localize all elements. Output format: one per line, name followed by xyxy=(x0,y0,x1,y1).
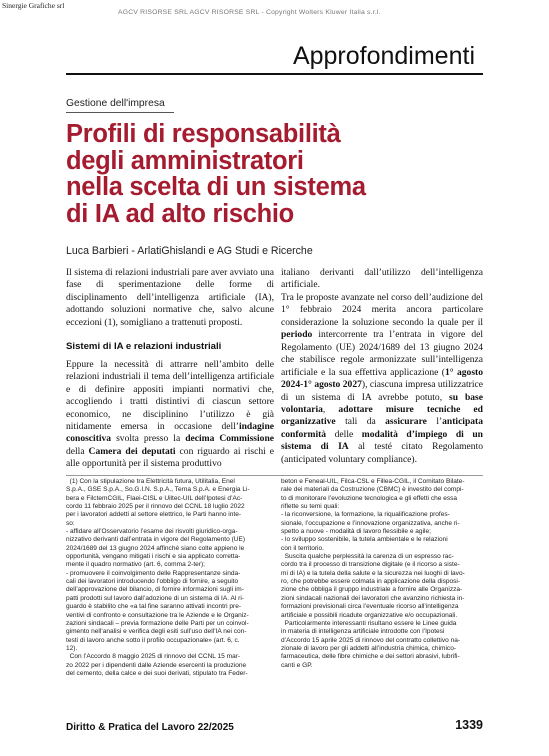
body-column-right xyxy=(281,267,483,466)
article-authors: Luca Barbieri - ArlatiGhislandi e AG Studi e Ricerche xyxy=(66,245,313,257)
paragraph: Tra le proposte avanzate nel corso dell’audizione del 1° febbraio 2024 merita ancora particolare considerazione la soluzione secondo la quale per il periodo intercorrente tra l’entrata in vigore del Regolamento (UE) 2024/1689 del 13 giugno 2024 che stabilisce regole armonizzate sull’intelligenza artificiale e la sua effettiva applicazione (1° agosto 2024-1° agosto 2027), ciascuna impresa utilizzatrice di un sistema di IA avrebbe potuto, su base volontaria, adottare misure tecniche ed organizzative tali da assicurare l’anticipata conformità delle modalità d’impiego di un sistema di IA al testé citato Regolamento (anticipated voluntary compliance). xyxy=(281,291,483,465)
section-title: Approfondimenti xyxy=(292,42,475,70)
category-underline xyxy=(66,112,174,113)
section-subheading: Sistemi di IA e relazioni industriali xyxy=(66,341,222,353)
journal-name: Diritto & Pratica del Lavoro 22/2025 xyxy=(66,722,234,733)
title-line: degli amministratori xyxy=(66,146,304,175)
title-line: nella scelta di un sistema xyxy=(66,173,366,202)
footnotes-left: (1) Con la stipulazione tra Elettricità futura, Utilitalia, Enel S.p.A., GSE S.p.A., So.G.I.N. S.p.A., Terna S.p.A. e Energia Li- bera e FilctemCGIL, Flaei-CISL e Uiltec-UIL dell’Ipotesi d’Ac- cordo 11 febbraio 2025 per il rinnovo del CCNL 18 luglio 2022 per i lavoratori addetti al settore elettrico, le Parti hanno inte- so: - affidare all’Osservatorio l’esame dei risvolti giuridico-orga- nizzativo derivanti dall’entrata in vigore del Regolamento (UE) 2024/1689 del 13 giugno 2024 affinché siano colte appieno le opportunità, vengano mitigati i rischi e sia applicato corretta- mente il quadro normativo (art. 6, comma 2-ter); - promuovere il coinvolgimento delle Rappresentanze sinda- cali dei lavoratori introducendo l’obbligo di fornire, a seguito dell’approvazione del bilancio, di fornire informazioni sugli im- patti prodotti sul lavoro dall’adozione di un sistema di IA. Al ri- guardo è stabilito che «a tal fine saranno attivati incontri pre- ventivi di confronto e consultazione tra le Aziende e le Organiz- zazioni sindacali – previa formazione delle Parti per un coinvol- gimento nell’analisi e verifica degli esiti sull’uso dell’IA nei con- testi di lavoro anche sotto il profilo occupazionale» (art. 6, c. 12). Con l’Accordo 8 maggio 2025 di rinnovo del CCNL 15 mar- zo 2022 per i dipendenti dalle Aziende esercenti la produzione del cemento, della calce e dei suoi derivati, stipulato tra Feder- xyxy=(66,478,250,677)
article-title xyxy=(66,121,466,227)
body-column-left xyxy=(66,267,274,471)
title-line: Profili di responsabilità xyxy=(66,120,341,148)
footnotes-right: beton e Feneal-UIL, Filca-CSL e Fillea-CGIL, il Comitato Bilate- rale dei materiali da Costruzione (CBMC) è investito del compi- to di monitorare l’evoluzione tecnologica e gli effetti che essa riflette su temi quali: - la riconversione, la formazione, la riqualificazione profes- sionale, l’occupazione e l’innovazione organizzativa, anche ri- spetto a nuove - modalità di lavoro flessibile e agile; - lo sviluppo sostenibile, la tutela ambientale e le relazioni con il territorio. Suscita qualche perplessità la carenza di un espresso rac- cordo tra il processo di transizione digitale (e il ricorso a siste- mi di IA) e la tutela della salute e la sicurezza nei luoghi di lavo- ro, che potrebbe essere colmata in applicazione della disposi- zione che obbliga il gruppo industriale a fornire alle Organizza- zioni sindacali nazionali dei lavoratori che avanzino richiesta in- formazioni previsionali circa l’eventuale ricorso all’intelligenza artificiale e possibili ricadute organizzative e/o occupazionali. Particolarmente interessanti risultano essere le Linee guida in materia di intelligenza artificiale introdotte con l’Ipotesi d’Accordo 15 aprile 2025 di rinnovo del contratto collettivo na- zionale di lavoro per gli addetti all’industria chimica, chimico- farmaceutica, delle fibre chimiche e dei settori abrasivi, lubrifi- canti e GP. xyxy=(281,478,465,669)
title-line: di IA ad alto rischio xyxy=(66,199,294,228)
paragraph: Il sistema di relazioni industriali pare aver avviato una fase di sperimentazione delle forme di disciplinamento dell’intelligenza artificiale (IA), adottando soluzioni normative che, salvo alcune eccezioni (1), somigliano a trattenuti proposti. xyxy=(66,267,274,328)
article-category: Gestione dell'impresa xyxy=(66,98,165,109)
paragraph: Eppure la necessità di attrarre nell’ambito delle relazioni industriali il tema dell’intelligenza artificiale e di definire appositi impianti normativi che, accogliendo i tratti distintivi di ciascun settore economico, ne disciplinino l’utilizzo è già nitidamente emersa in occasione dell’indagine conoscitiva svolta presso la decima Commissione della Camera dei deputati con riguardo ai rischi e alle opportunità per il sistema produttivo xyxy=(66,358,275,470)
footnote-divider xyxy=(66,475,483,476)
copyright-banner: AGCV RISORSE SRL AGCV RISORSE SRL - Copyright Wolters Kluwer Italia s.r.l. xyxy=(118,9,381,16)
section-divider xyxy=(66,73,483,75)
paragraph: italiano derivanti dall’utilizzo dell’intelligenza artificiale. xyxy=(281,267,483,291)
page-number: 1339 xyxy=(455,718,483,732)
publisher-label: Sinergie Grafiche srl xyxy=(2,1,65,10)
